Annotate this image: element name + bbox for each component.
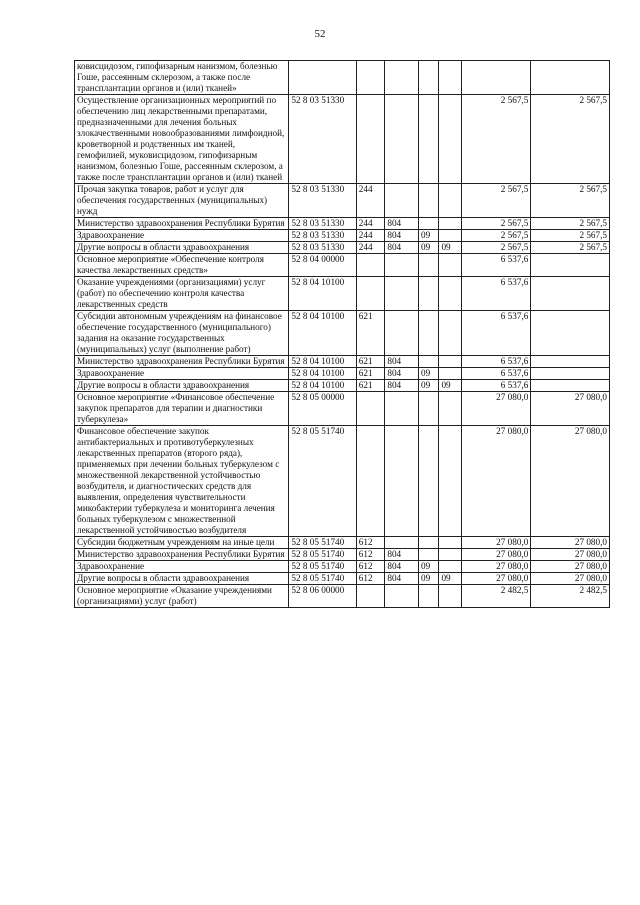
row-amount-2-cell: 27 080,0 <box>531 573 610 585</box>
row-expense-type-cell <box>356 277 385 311</box>
row-code-cell: 52 8 06 00000 <box>289 585 356 608</box>
row-section-cell <box>419 585 439 608</box>
row-amount-2-cell <box>531 356 610 368</box>
row-amount-1-cell: 27 080,0 <box>461 561 530 573</box>
row-amount-2-cell: 2 567,5 <box>531 242 610 254</box>
row-amount-2-cell <box>531 254 610 277</box>
row-amount-2-cell: 27 080,0 <box>531 426 610 537</box>
row-department-cell: 804 <box>385 549 419 561</box>
row-section-cell: 09 <box>419 561 439 573</box>
row-amount-1-cell <box>461 61 530 95</box>
row-section-cell: 09 <box>419 242 439 254</box>
row-department-cell <box>385 537 419 549</box>
row-code-cell: 52 8 03 51330 <box>289 95 356 184</box>
row-subsection-cell: 09 <box>439 242 461 254</box>
row-expense-type-cell: 621 <box>356 311 385 356</box>
table-row <box>75 277 610 311</box>
row-amount-2-cell <box>531 61 610 95</box>
row-section-cell <box>419 392 439 426</box>
row-amount-1-cell: 6 537,6 <box>461 380 530 392</box>
row-amount-1-cell: 2 567,5 <box>461 242 530 254</box>
row-code-cell: 52 8 05 51740 <box>289 549 356 561</box>
row-subsection-cell <box>439 368 461 380</box>
row-department-cell <box>385 277 419 311</box>
table-row <box>75 426 610 537</box>
table-row <box>75 585 610 608</box>
row-code-cell: 52 8 04 00000 <box>289 254 356 277</box>
table-row <box>75 368 610 380</box>
table-row <box>75 573 610 585</box>
row-amount-2-cell: 2 567,5 <box>531 218 610 230</box>
row-department-cell: 804 <box>385 368 419 380</box>
row-department-cell <box>385 254 419 277</box>
row-name-cell: Оказание учреждениями (организациями) услуг (работ) по обеспечению контроля качества лекарственных средств <box>75 277 289 311</box>
row-expense-type-cell <box>356 61 385 95</box>
row-code-cell: 52 8 04 10100 <box>289 368 356 380</box>
row-name-cell: Осуществление организационных мероприятий по обеспечению лиц лекарственными препаратами, предназначенными для лечения больных злокачественными новообразованиями лимфоидной, кроветворной и родственных им тканей, гемофилией, муковисцидозом, гипофизарным нанизмом, болезнью Гоше, рассеянным склерозом, а также после трансплантации органов и (или) тканей <box>75 95 289 184</box>
row-department-cell <box>385 392 419 426</box>
row-name-cell: Здравоохранение <box>75 230 289 242</box>
row-section-cell <box>419 537 439 549</box>
row-subsection-cell: 09 <box>439 573 461 585</box>
row-amount-1-cell: 27 080,0 <box>461 426 530 537</box>
table-row <box>75 311 610 356</box>
table-row <box>75 392 610 426</box>
row-amount-1-cell: 6 537,6 <box>461 277 530 311</box>
row-amount-1-cell: 27 080,0 <box>461 549 530 561</box>
row-expense-type-cell: 621 <box>356 356 385 368</box>
row-code-cell: 52 8 04 10100 <box>289 380 356 392</box>
row-expense-type-cell: 612 <box>356 549 385 561</box>
row-amount-2-cell: 27 080,0 <box>531 392 610 426</box>
row-section-cell: 09 <box>419 368 439 380</box>
row-name-cell: Министерство здравоохранения Республики Бурятия <box>75 549 289 561</box>
row-amount-2-cell <box>531 380 610 392</box>
table-row <box>75 61 610 95</box>
row-section-cell <box>419 356 439 368</box>
row-amount-2-cell: 2 567,5 <box>531 184 610 218</box>
row-subsection-cell <box>439 561 461 573</box>
row-amount-2-cell <box>531 311 610 356</box>
row-name-cell: Прочая закупка товаров, работ и услуг для обеспечения государственных (муниципальных) нужд <box>75 184 289 218</box>
row-expense-type-cell: 621 <box>356 380 385 392</box>
row-expense-type-cell <box>356 585 385 608</box>
row-expense-type-cell <box>356 95 385 184</box>
row-name-cell: Субсидии автономным учреждениям на финансовое обеспечение государственного (муниципального) задания на оказание государственных (муниципальных) услуг (выполнение работ) <box>75 311 289 356</box>
row-code-cell: 52 8 04 10100 <box>289 311 356 356</box>
table-row <box>75 242 610 254</box>
row-subsection-cell <box>439 356 461 368</box>
row-name-cell: Здравоохранение <box>75 561 289 573</box>
table-row <box>75 218 610 230</box>
row-code-cell: 52 8 05 51740 <box>289 561 356 573</box>
row-expense-type-cell: 612 <box>356 573 385 585</box>
row-expense-type-cell: 612 <box>356 561 385 573</box>
row-amount-2-cell: 2 567,5 <box>531 95 610 184</box>
row-name-cell: ковисцидозом, гипофизарным нанизмом, болезнью Гоше, рассеянным склерозом, а также после трансплантации органов и (или) тканей» <box>75 61 289 95</box>
row-amount-1-cell: 27 080,0 <box>461 537 530 549</box>
row-name-cell: Другие вопросы в области здравоохранения <box>75 242 289 254</box>
row-amount-2-cell <box>531 277 610 311</box>
row-subsection-cell <box>439 61 461 95</box>
row-subsection-cell <box>439 230 461 242</box>
row-amount-2-cell: 27 080,0 <box>531 561 610 573</box>
row-name-cell: Субсидии бюджетным учреждениям на иные цели <box>75 537 289 549</box>
row-name-cell: Основное мероприятие «Финансовое обеспечение закупок препаратов для терапии и диагностики туберкулеза» <box>75 392 289 426</box>
row-amount-1-cell: 2 482,5 <box>461 585 530 608</box>
row-amount-2-cell: 27 080,0 <box>531 549 610 561</box>
row-expense-type-cell: 621 <box>356 368 385 380</box>
row-department-cell: 804 <box>385 573 419 585</box>
table-row <box>75 537 610 549</box>
row-expense-type-cell <box>356 392 385 426</box>
row-subsection-cell <box>439 184 461 218</box>
row-department-cell <box>385 585 419 608</box>
row-name-cell: Здравоохранение <box>75 368 289 380</box>
row-expense-type-cell: 244 <box>356 184 385 218</box>
row-subsection-cell <box>439 549 461 561</box>
row-subsection-cell <box>439 392 461 426</box>
row-subsection-cell: 09 <box>439 380 461 392</box>
row-amount-2-cell: 2 482,5 <box>531 585 610 608</box>
row-section-cell: 09 <box>419 380 439 392</box>
row-expense-type-cell: 244 <box>356 230 385 242</box>
row-name-cell: Основное мероприятие «Обеспечение контроля качества лекарственных средств» <box>75 254 289 277</box>
row-subsection-cell <box>439 95 461 184</box>
row-code-cell: 52 8 03 51330 <box>289 218 356 230</box>
table-row <box>75 230 610 242</box>
row-amount-1-cell: 2 567,5 <box>461 184 530 218</box>
row-department-cell <box>385 426 419 537</box>
row-amount-1-cell: 27 080,0 <box>461 573 530 585</box>
row-amount-2-cell: 2 567,5 <box>531 230 610 242</box>
row-code-cell: 52 8 05 00000 <box>289 392 356 426</box>
row-amount-1-cell: 2 567,5 <box>461 218 530 230</box>
row-department-cell: 804 <box>385 218 419 230</box>
row-section-cell <box>419 184 439 218</box>
row-subsection-cell <box>439 277 461 311</box>
row-name-cell: Финансовое обеспечение закупок антибактериальных и противотуберкулезных лекарственных препаратов (второго ряда), применяемых при лечении больных туберкулезом с множественной лекарственной устойчивостью возбудителя, и диагностических средств для выявления, определения чувствительности микобактерии туберкулеза и мониторинга лечения больных туберкулезом с множественной лекарственной устойчивостью возбудителя <box>75 426 289 537</box>
row-name-cell: Другие вопросы в области здравоохранения <box>75 573 289 585</box>
row-amount-1-cell: 6 537,6 <box>461 254 530 277</box>
row-name-cell: Министерство здравоохранения Республики Бурятия <box>75 356 289 368</box>
row-section-cell <box>419 218 439 230</box>
row-department-cell <box>385 184 419 218</box>
row-name-cell: Другие вопросы в области здравоохранения <box>75 380 289 392</box>
row-code-cell: 52 8 05 51740 <box>289 537 356 549</box>
row-department-cell <box>385 95 419 184</box>
row-section-cell <box>419 549 439 561</box>
row-code-cell: 52 8 05 51740 <box>289 426 356 537</box>
row-code-cell: 52 8 04 10100 <box>289 277 356 311</box>
row-amount-2-cell: 27 080,0 <box>531 537 610 549</box>
row-section-cell <box>419 277 439 311</box>
row-amount-1-cell: 6 537,6 <box>461 356 530 368</box>
row-department-cell: 804 <box>385 356 419 368</box>
table-row <box>75 95 610 184</box>
row-amount-1-cell: 27 080,0 <box>461 392 530 426</box>
row-expense-type-cell: 612 <box>356 537 385 549</box>
row-department-cell: 804 <box>385 380 419 392</box>
row-section-cell <box>419 311 439 356</box>
row-amount-1-cell: 2 567,5 <box>461 230 530 242</box>
row-section-cell <box>419 95 439 184</box>
table-row <box>75 549 610 561</box>
table-row <box>75 356 610 368</box>
row-code-cell: 52 8 04 10100 <box>289 356 356 368</box>
row-subsection-cell <box>439 585 461 608</box>
row-amount-1-cell: 2 567,5 <box>461 95 530 184</box>
row-subsection-cell <box>439 254 461 277</box>
row-expense-type-cell: 244 <box>356 218 385 230</box>
row-amount-1-cell: 6 537,6 <box>461 311 530 356</box>
row-amount-1-cell: 6 537,6 <box>461 368 530 380</box>
row-code-cell: 52 8 03 51330 <box>289 242 356 254</box>
row-code-cell: 52 8 03 51330 <box>289 184 356 218</box>
row-subsection-cell <box>439 537 461 549</box>
row-code-cell <box>289 61 356 95</box>
row-expense-type-cell <box>356 426 385 537</box>
row-department-cell: 804 <box>385 561 419 573</box>
table-row <box>75 254 610 277</box>
row-code-cell: 52 8 03 51330 <box>289 230 356 242</box>
row-section-cell <box>419 426 439 537</box>
row-expense-type-cell: 244 <box>356 242 385 254</box>
row-name-cell: Министерство здравоохранения Республики Бурятия <box>75 218 289 230</box>
row-subsection-cell <box>439 426 461 537</box>
row-section-cell <box>419 254 439 277</box>
row-department-cell: 804 <box>385 230 419 242</box>
page-number: 52 <box>314 28 326 40</box>
row-code-cell: 52 8 05 51740 <box>289 573 356 585</box>
table-row <box>75 380 610 392</box>
table-row <box>75 561 610 573</box>
row-section-cell <box>419 61 439 95</box>
budget-table-body <box>75 61 610 608</box>
row-section-cell: 09 <box>419 230 439 242</box>
row-department-cell <box>385 311 419 356</box>
row-subsection-cell <box>439 311 461 356</box>
row-expense-type-cell <box>356 254 385 277</box>
row-amount-2-cell <box>531 368 610 380</box>
row-section-cell: 09 <box>419 573 439 585</box>
row-department-cell: 804 <box>385 242 419 254</box>
row-department-cell <box>385 61 419 95</box>
row-name-cell: Основное мероприятие «Оказание учреждениями (организациями) услуг (работ) <box>75 585 289 608</box>
budget-table <box>74 60 610 608</box>
table-row <box>75 184 610 218</box>
row-subsection-cell <box>439 218 461 230</box>
